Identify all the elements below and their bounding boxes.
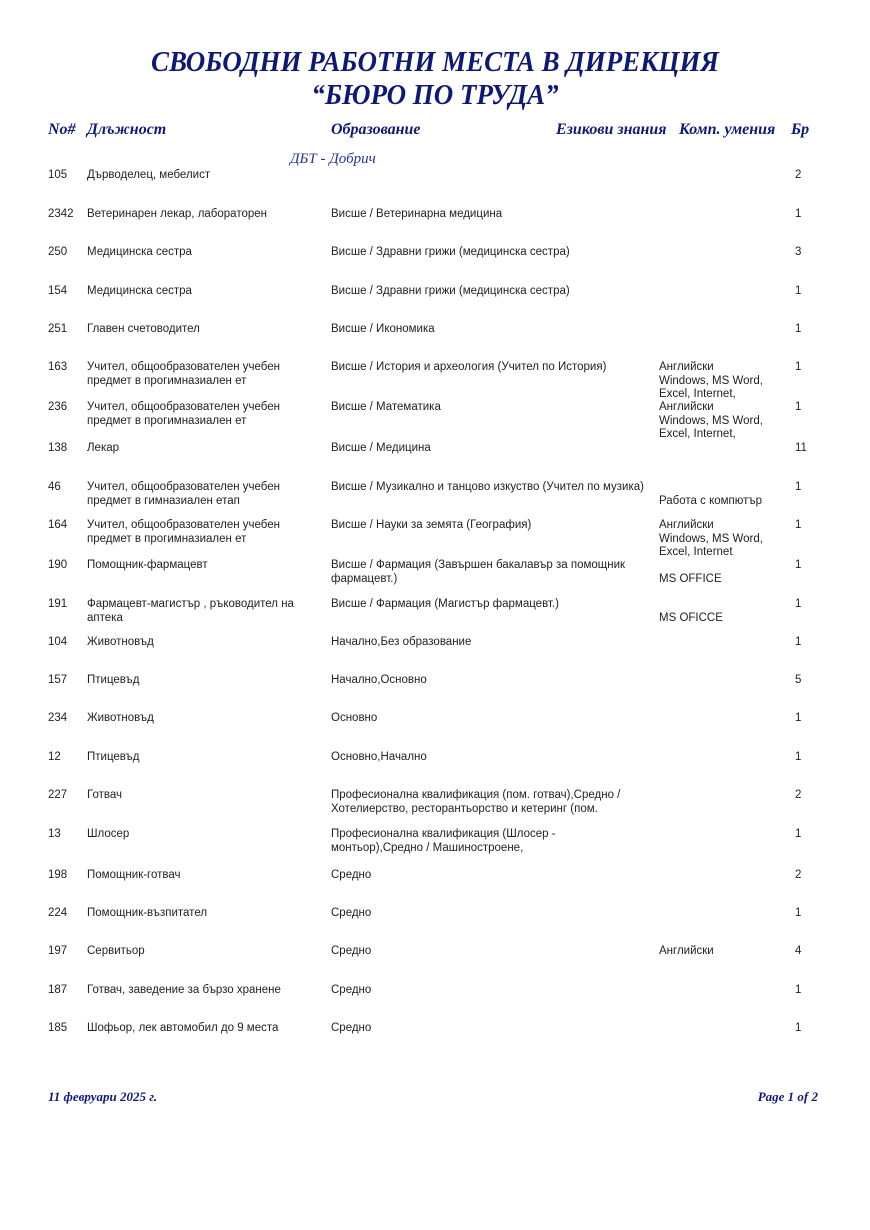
row-education: Висше / Медицина bbox=[331, 442, 431, 454]
row-education: Висше / История и археология (Учител по История) bbox=[331, 361, 607, 373]
row-number: 154 bbox=[48, 285, 68, 297]
row-count: 2 bbox=[795, 169, 802, 181]
table-row bbox=[0, 1022, 870, 1060]
row-number: 197 bbox=[48, 945, 68, 957]
column-header-position: Длъжност bbox=[87, 121, 167, 138]
row-education: Професионална квалификация (пом. готвач),Средно / Хотелиерство, ресторантьорство и кетеринг (пом. bbox=[331, 789, 621, 815]
table-row bbox=[0, 945, 870, 983]
row-count: 4 bbox=[795, 945, 802, 957]
row-position: Медицинска сестра bbox=[87, 285, 192, 297]
row-count: 1 bbox=[795, 323, 802, 335]
row-computer-skills: Работа с компютър bbox=[659, 494, 763, 507]
row-count: 3 bbox=[795, 246, 802, 258]
group-heading: ДБТ - Добрич bbox=[290, 151, 376, 167]
row-number: 227 bbox=[48, 789, 68, 801]
table-row bbox=[0, 519, 870, 557]
footer-page-number: Page 1 of 2 bbox=[757, 1089, 818, 1104]
table-row bbox=[0, 481, 870, 519]
row-number: 2342 bbox=[48, 208, 74, 220]
row-education: Средно bbox=[331, 1022, 372, 1034]
column-header-computer: Комп. умения bbox=[679, 121, 776, 138]
table-row bbox=[0, 169, 870, 207]
row-number: 190 bbox=[48, 559, 68, 571]
row-number: 13 bbox=[48, 828, 61, 840]
row-number: 198 bbox=[48, 869, 68, 881]
row-position: Шлосер bbox=[87, 828, 130, 840]
footer-date: 11 февруари 2025 г. bbox=[48, 1089, 158, 1104]
row-number: 236 bbox=[48, 401, 68, 413]
row-count: 1 bbox=[795, 285, 802, 297]
column-header-education: Образование bbox=[331, 121, 421, 138]
table-row bbox=[0, 559, 870, 597]
row-education: Висше / Науки за земята (География) bbox=[331, 519, 532, 531]
table-row bbox=[0, 789, 870, 827]
table-row bbox=[0, 401, 870, 439]
row-count: 1 bbox=[795, 481, 802, 493]
row-education: Основно bbox=[331, 712, 378, 724]
row-position: Шофьор, лек автомобил до 9 места bbox=[87, 1022, 279, 1034]
row-count: 1 bbox=[795, 559, 802, 571]
row-number: 104 bbox=[48, 636, 68, 648]
row-languages: Английски bbox=[659, 361, 714, 373]
row-count: 1 bbox=[795, 361, 802, 373]
row-languages: Английски bbox=[659, 945, 714, 957]
row-position: Учител, общообразователен учебен предмет в прогимназиален ет bbox=[87, 361, 281, 387]
row-count: 2 bbox=[795, 789, 802, 801]
row-position: Животновъд bbox=[87, 712, 154, 724]
row-number: 105 bbox=[48, 169, 68, 181]
table-row bbox=[0, 636, 870, 674]
row-count: 11 bbox=[795, 442, 807, 454]
row-education: Висше / Ветеринарна медицина bbox=[331, 208, 503, 220]
row-education: Начално,Без образование bbox=[331, 636, 472, 648]
row-number: 163 bbox=[48, 361, 68, 373]
table-row bbox=[0, 751, 870, 789]
table-row bbox=[0, 442, 870, 480]
row-education: Висше / Икономика bbox=[331, 323, 435, 335]
row-number: 224 bbox=[48, 907, 68, 919]
row-education: Висше / Фармация (Завършен бакалавър за помощник фармацевт.) bbox=[331, 559, 626, 585]
row-count: 2 bbox=[795, 869, 802, 881]
row-number: 251 bbox=[48, 323, 68, 335]
row-position: Готвач bbox=[87, 789, 122, 801]
row-count: 1 bbox=[795, 828, 802, 840]
row-position: Фармацевт-магистър , ръководител на аптека bbox=[87, 598, 294, 624]
row-education: Висше / Музикално и танцово изкуство (Учител по музика) bbox=[331, 481, 644, 493]
table-row bbox=[0, 712, 870, 750]
table-row bbox=[0, 246, 870, 284]
table-row bbox=[0, 323, 870, 361]
row-count: 1 bbox=[795, 984, 802, 996]
table-row bbox=[0, 598, 870, 636]
row-languages: Английски bbox=[659, 401, 714, 413]
row-education: Средно bbox=[331, 984, 372, 996]
row-computer-skills: MS OFICCE bbox=[659, 611, 723, 624]
row-position: Учител, общообразователен учебен предмет в прогимназиален ет bbox=[87, 401, 281, 427]
row-number: 164 bbox=[48, 519, 68, 531]
row-count: 1 bbox=[795, 751, 802, 763]
row-position: Животновъд bbox=[87, 636, 154, 648]
table-row bbox=[0, 907, 870, 945]
row-position: Учител, общообразователен учебен предмет в гимназиален етап bbox=[87, 481, 281, 507]
row-count: 1 bbox=[795, 208, 802, 220]
row-number: 187 bbox=[48, 984, 68, 996]
row-position: Учител, общообразователен учебен предмет в прогимназиален ет bbox=[87, 519, 281, 545]
row-position: Помощник-възпитател bbox=[87, 907, 208, 919]
page-title-line-2: “БЮРО ПО ТРУДА” bbox=[311, 79, 559, 111]
row-computer-skills: MS OFFICE bbox=[659, 572, 722, 585]
row-count: 1 bbox=[795, 636, 802, 648]
row-count: 1 bbox=[795, 1022, 802, 1034]
row-number: 157 bbox=[48, 674, 68, 686]
row-education: Висше / Здравни грижи (медицинска сестра) bbox=[331, 285, 570, 297]
row-position: Дърводелец, мебелист bbox=[87, 169, 211, 181]
table-row bbox=[0, 869, 870, 907]
row-position: Сервитьор bbox=[87, 945, 145, 957]
page-title-line-1: СВОБОДНИ РАБОТНИ МЕСТА В ДИРЕКЦИЯ bbox=[150, 46, 720, 78]
row-education: Професионална квалификация (Шлосер - монтьор),Средно / Машиностроене, bbox=[331, 828, 556, 854]
table-row bbox=[0, 361, 870, 399]
row-count: 1 bbox=[795, 519, 802, 531]
row-education: Висше / Фармация (Магистър фармацевт.) bbox=[331, 598, 559, 610]
row-count: 1 bbox=[795, 598, 802, 610]
row-education: Средно bbox=[331, 869, 372, 881]
row-education: Основно,Начално bbox=[331, 751, 427, 763]
table-row bbox=[0, 285, 870, 323]
row-position: Птицевъд bbox=[87, 674, 140, 686]
table-row bbox=[0, 674, 870, 712]
row-languages: Английски bbox=[659, 519, 714, 531]
row-number: 185 bbox=[48, 1022, 68, 1034]
row-count: 1 bbox=[795, 907, 802, 919]
row-position: Медицинска сестра bbox=[87, 246, 192, 258]
row-computer-skills: Windows, MS Word, Excel, Internet, bbox=[659, 374, 763, 400]
row-position: Помощник-готвач bbox=[87, 869, 181, 881]
row-education: Висше / Математика bbox=[331, 401, 441, 413]
row-position: Помощник-фармацевт bbox=[87, 559, 208, 571]
table-row bbox=[0, 984, 870, 1022]
column-header-count: Бр bbox=[791, 121, 810, 138]
table-row bbox=[0, 208, 870, 246]
row-number: 191 bbox=[48, 598, 68, 610]
column-header-languages: Езикови знания bbox=[556, 121, 667, 138]
row-number: 138 bbox=[48, 442, 68, 454]
row-position: Ветеринарен лекар, лабораторен bbox=[87, 208, 267, 220]
row-computer-skills: Windows, MS Word, Excel, Internet bbox=[659, 532, 763, 558]
row-number: 250 bbox=[48, 246, 68, 258]
row-education: Средно bbox=[331, 945, 372, 957]
row-education: Висше / Здравни грижи (медицинска сестра) bbox=[331, 246, 570, 258]
row-number: 12 bbox=[48, 751, 61, 763]
row-number: 46 bbox=[48, 481, 61, 493]
row-education: Средно bbox=[331, 907, 372, 919]
row-count: 1 bbox=[795, 401, 802, 413]
row-position: Лекар bbox=[87, 442, 120, 454]
row-count: 1 bbox=[795, 712, 802, 724]
row-position: Главен счетоводител bbox=[87, 323, 200, 335]
row-education: Начално,Основно bbox=[331, 674, 427, 686]
row-computer-skills: Windows, MS Word, Excel, Internet, bbox=[659, 414, 763, 440]
row-position: Готвач, заведение за бързо хранене bbox=[87, 984, 281, 996]
row-count: 5 bbox=[795, 674, 802, 686]
column-header-no: No# bbox=[48, 121, 76, 138]
table-row bbox=[0, 828, 870, 866]
row-number: 234 bbox=[48, 712, 68, 724]
row-position: Птицевъд bbox=[87, 751, 140, 763]
